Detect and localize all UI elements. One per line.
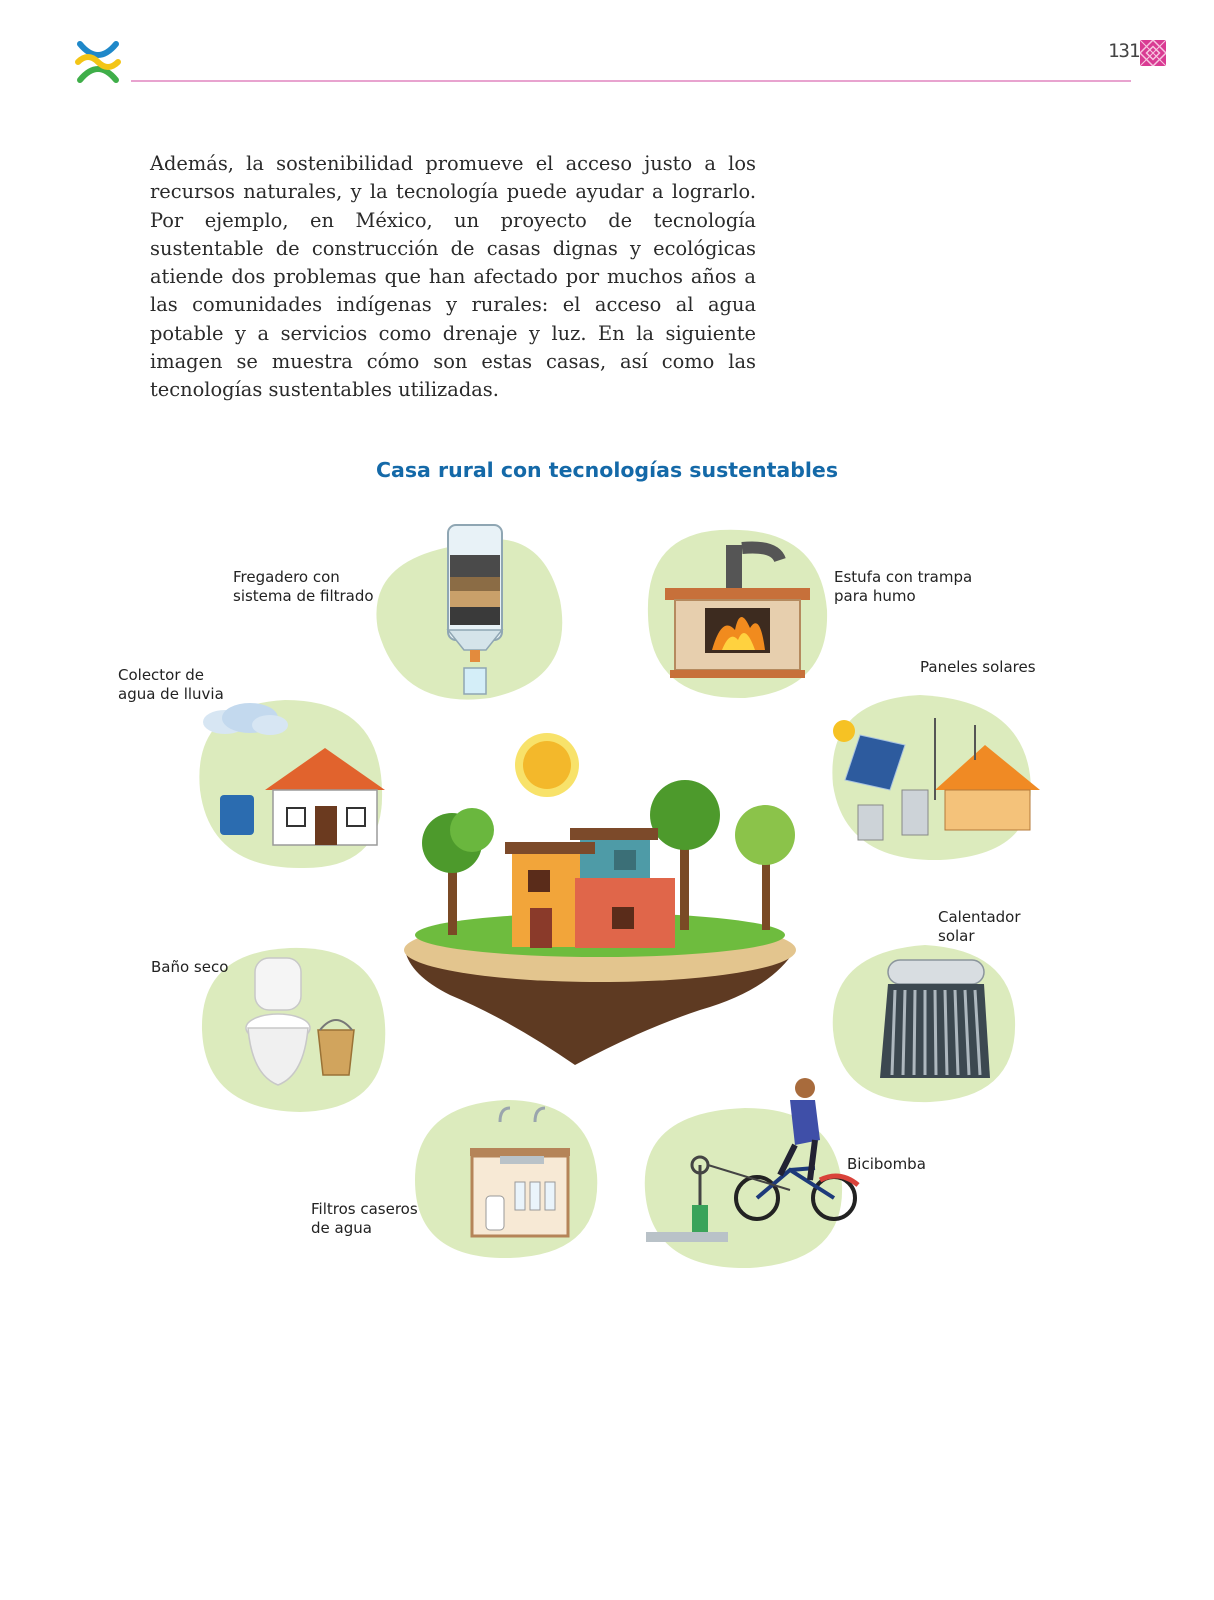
label-fregadero [233,568,374,606]
solar-heater-icon [880,960,990,1078]
label-calentador [938,908,1021,946]
label-line: Colector de [118,666,205,684]
label-line: de agua [311,1219,372,1237]
label-line: Filtros caseros [311,1200,418,1218]
label-estufa [834,568,972,606]
label-bicibomba [847,1155,926,1174]
label-line: agua de lluvia [118,685,224,703]
label-colector [118,666,224,704]
label-bano [151,958,228,977]
page-number: 131 [1108,40,1140,62]
label-filtros [311,1200,418,1238]
sun-icon [515,733,579,797]
label-line: para humo [834,587,916,605]
label-line: Estufa con trampa [834,568,973,586]
label-line: Calentador [938,908,1021,926]
label-line: solar [938,927,975,945]
label-line: sistema de filtrado [233,587,374,605]
intro-text: Además, la sostenibilidad promueve el acceso justo a los recursos naturales, y la tecnología puede ayudar a lograrlo. Por ejemplo, en México, un proyecto de tecnología sustentable de construcción de casas dignas y ecológicas atiende dos problemas que han afectado por muchos años a las comunidades indígenas y rurales: el acceso al agua potable y a servicios como drenaje y luz. En la siguiente imagen se muestra cómo son estas casas, así como las tecnologías sustentables utilizadas. [150,152,756,402]
label-paneles [920,658,1036,677]
label-line: Fregadero con [233,568,340,586]
label-line: Paneles solares [920,658,1036,676]
figure-title: Casa rural con tecnologías sustentables [375,458,839,482]
label-line: Bicibomba [847,1155,926,1173]
label-line: Baño seco [151,958,229,976]
floating-island [404,780,796,1065]
